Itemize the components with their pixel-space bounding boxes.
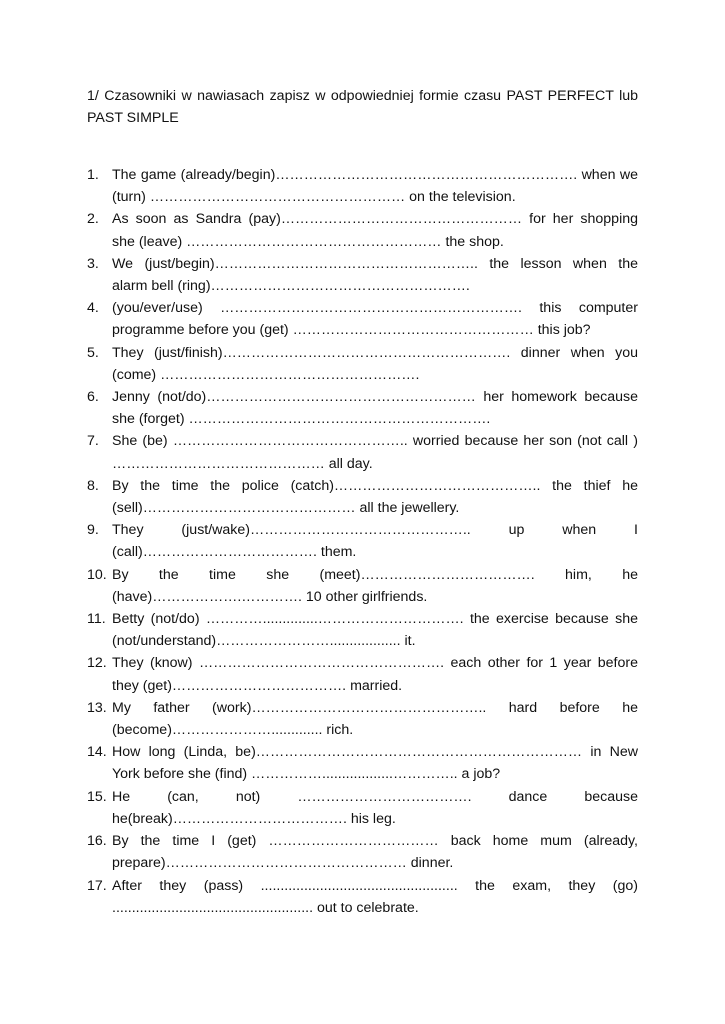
item-text: Betty (not/do) …………..............…………………………. the exercise because she (not/understand)…………………….................. it. xyxy=(112,611,638,650)
item-number: 15. xyxy=(87,788,107,805)
item-text: We (just/begin)……………………………………………….. the lesson when the alarm bell (ring)………………………………………………. xyxy=(112,255,638,295)
item-text: After they (pass) .................................................. the exam, they (go) ................................................... out to celebrate. xyxy=(112,877,638,916)
item-number: 13. xyxy=(87,699,107,716)
item-text: My father (work)………………………………………….. hard before he (become)…………………............. rich. xyxy=(112,699,638,739)
exercise-item xyxy=(87,430,638,474)
exercise-item xyxy=(87,386,638,430)
item-text: By the time I (get) ……………………………… back home mum (already, prepare)…………………………………………… dinner. xyxy=(112,833,638,872)
item-number: 1. xyxy=(87,167,99,183)
exercise-item xyxy=(87,875,638,919)
item-text: They (know) ……………………………………………. each other for 1 year before they (get)………………………………. married. xyxy=(112,655,638,694)
item-number: 16. xyxy=(87,833,107,850)
item-number: 3. xyxy=(87,255,99,272)
exercise-item xyxy=(87,564,638,608)
exercise-item xyxy=(87,652,638,696)
item-number: 8. xyxy=(87,477,99,494)
exercise-instruction: 1/ Czasowniki w nawiasach zapisz w odpowiedniej formie czasu PAST PERFECT lub PAST SIMPLE xyxy=(87,88,638,126)
item-text: By the time the police (catch)…………………………………….. the thief he (sell)……………………………………… all the jewellery. xyxy=(112,477,638,517)
item-number: 2. xyxy=(87,211,99,228)
item-text: The game (already/begin)………………………………………………………. when we (turn) ……………………………………………… on the television. xyxy=(112,167,638,206)
exercise-item xyxy=(87,608,638,652)
exercise-item xyxy=(87,697,638,741)
exercise-list xyxy=(87,164,638,919)
exercise-item xyxy=(87,208,638,252)
item-number: 11. xyxy=(87,611,106,628)
item-number: 7. xyxy=(87,433,99,450)
item-number: 17. xyxy=(87,877,107,894)
item-text: By the time she (meet)………………………………. him, he (have)……………….…………. 10 other girlfriends. xyxy=(112,566,638,605)
item-text: They (just/wake)……………………………………….. up when I (call)………………………………. them. xyxy=(112,522,638,561)
exercise-item xyxy=(87,164,638,208)
exercise-item xyxy=(87,786,638,830)
item-text: They (just/finish)……………………………………………………. dinner when you (come) ………………………………………………. xyxy=(112,344,638,383)
exercise-item xyxy=(87,253,638,297)
item-number: 9. xyxy=(87,522,99,539)
exercise-item xyxy=(87,297,638,341)
item-text: She (be) ………………………………………….. worried because her son (not call ) ……………………………………… all day. xyxy=(112,433,638,472)
exercise-item xyxy=(87,519,638,563)
item-number: 4. xyxy=(87,300,99,317)
item-number: 12. xyxy=(87,655,107,672)
item-number: 6. xyxy=(87,389,99,406)
item-text: As soon as Sandra (pay)…………………………………………… for her shopping she (leave) ……………………………………………… the shop. xyxy=(112,211,638,250)
item-number: 5. xyxy=(87,344,99,361)
item-text: Jenny (not/do)………………………………………………… her homework because she (forget) ………………………………………………………. xyxy=(112,389,638,428)
exercise-item xyxy=(87,741,638,785)
item-text: (you/ever/use) ………………………………………………………. this computer programme before you (get) …………………………………………… this job? xyxy=(112,300,638,339)
exercise-item xyxy=(87,830,638,874)
item-number: 10. xyxy=(87,566,107,583)
exercise-item xyxy=(87,475,638,519)
item-text: He (can, not) ………………………………. dance because he(break)………………………………. his leg. xyxy=(112,788,638,827)
item-number: 14. xyxy=(87,744,107,761)
exercise-item xyxy=(87,342,638,386)
item-text: How long (Linda, be)…………………………………………………………… in New York before she (find) ……………..................………….. a job? xyxy=(112,744,638,783)
